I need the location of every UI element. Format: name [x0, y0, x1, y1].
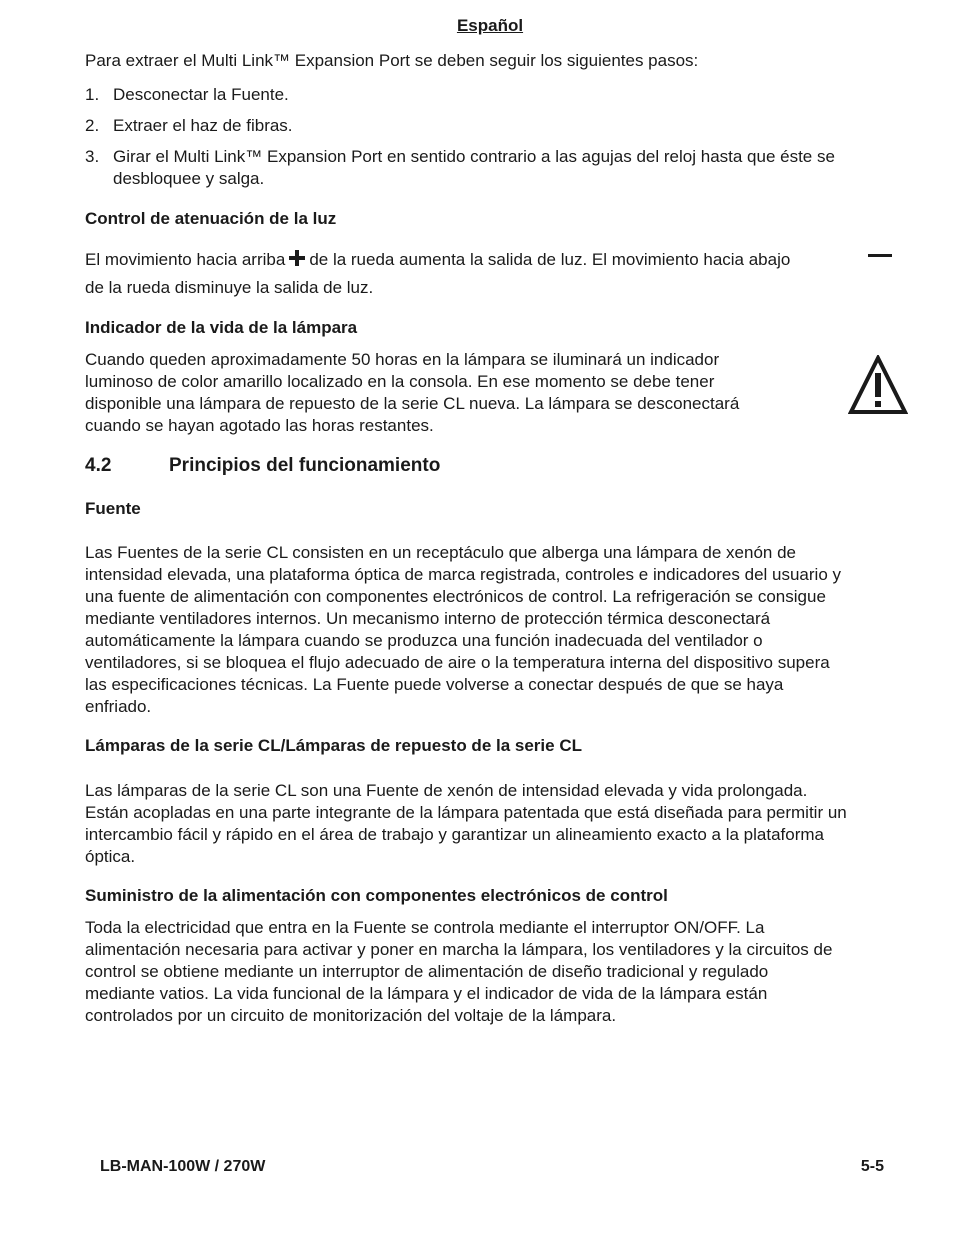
lamp-life-heading: Indicador de la vida de la lámpara	[85, 318, 358, 337]
power-line: mediante vatios. La vida funcional de la lámpara y el indicador de vida de la lámpara están	[85, 984, 768, 1003]
fuente-line: mediante ventiladores internos. Un mecanismo interno de protección térmica desconectará	[85, 609, 771, 628]
step-number: 1.	[85, 85, 100, 104]
lamps-line: óptica.	[85, 847, 136, 866]
lamp-life-line: disponible una lámpara de repuesto de la serie CL nueva. La lámpara se desconectará	[85, 394, 740, 413]
lamp-life-line: luminoso de color amarillo localizado en la consola. En ese momento se debe tener	[85, 372, 715, 391]
section-number: 4.2	[85, 455, 112, 476]
minus-icon	[868, 254, 892, 257]
power-line: controlados por un circuito de monitorización del voltaje de la lámpara.	[85, 1006, 617, 1025]
plus-icon	[289, 250, 305, 266]
fuente-line: ventiladores, si se bloquea el flujo adecuado de aire o la temperatura interna del dispositivo supera	[85, 653, 830, 672]
footer-doc-id: LB-MAN-100W / 270W	[100, 1158, 266, 1175]
fuente-line: Las Fuentes de la serie CL consisten en un receptáculo que alberga una lámpara de xenón de	[85, 543, 797, 562]
fuente-line: enfriado.	[85, 697, 152, 716]
step-number: 2.	[85, 116, 100, 135]
section-title: Principios del funcionamiento	[169, 455, 441, 476]
step-text: Extraer el haz de fibras.	[113, 116, 293, 135]
power-line: alimentación necesaria para activar y poner en marcha la lámpara, los ventiladores y la circuitos de	[85, 940, 833, 959]
lamps-line: intercambio fácil y rápido en el área de trabajo y garantizar un alineamiento exacto a la plataforma	[85, 825, 824, 844]
fuente-line: intensidad elevada, una plataforma óptica de marca registrada, controles e indicadores del usuario y	[85, 565, 842, 584]
lamps-line: Están acopladas en una parte integrante de la lámpara patentada que está diseñada para permitir un	[85, 803, 847, 822]
step-text: Girar el Multi Link™ Expansion Port en sentido contrario a las agujas del reloj hasta que éste se	[113, 147, 835, 166]
dimming-heading: Control de atenuación de la luz	[85, 209, 337, 228]
dimming-text-a: El movimiento hacia arriba	[85, 250, 286, 269]
intro-text: Para extraer el Multi Link™ Expansion Port se deben seguir los siguientes pasos:	[85, 51, 699, 70]
dimming-line-1	[85, 249, 790, 271]
step-text: Desconectar la Fuente.	[113, 85, 289, 104]
lamps-line: Las lámparas de la serie CL son una Fuente de xenón de intensidad elevada y vida prolongada.	[85, 781, 808, 800]
warning-icon	[848, 355, 908, 415]
dimming-line-2: de la rueda disminuye la salida de luz.	[85, 278, 374, 297]
fuente-line: automáticamente la lámpara cuando se produzca una función inadecuada del ventilador o	[85, 631, 763, 650]
fuente-line: las especificaciones técnicas. La Fuente puede volverse a conectar después de que se haya	[85, 675, 784, 694]
step-number: 3.	[85, 147, 100, 166]
lamp-life-line: cuando se hayan agotado las horas restantes.	[85, 416, 434, 435]
power-line: Toda la electricidad que entra en la Fuente se controla mediante el interruptor ON/OFF. La	[85, 918, 765, 937]
fuente-line: una fuente de alimentación con componentes electrónicos de control. La refrigeración se consigue	[85, 587, 826, 606]
power-line: control se obtiene mediante un interruptor de alimentación de diseño tradicional y regulado	[85, 962, 769, 981]
lamp-life-line: Cuando queden aproximadamente 50 horas en la lámpara se iluminará un indicador	[85, 350, 720, 369]
power-heading: Suministro de la alimentación con componentes electrónicos de control	[85, 886, 668, 905]
language-heading: Español	[456, 16, 524, 35]
footer-page-number: 5-5	[860, 1158, 884, 1175]
fuente-heading: Fuente	[85, 499, 141, 518]
dimming-text-b: de la rueda aumenta la salida de luz. El movimiento hacia abajo	[309, 250, 791, 269]
step-text-continued: desbloquee y salga.	[113, 169, 265, 188]
lamps-heading: Lámparas de la serie CL/Lámparas de repuesto de la serie CL	[85, 736, 582, 755]
